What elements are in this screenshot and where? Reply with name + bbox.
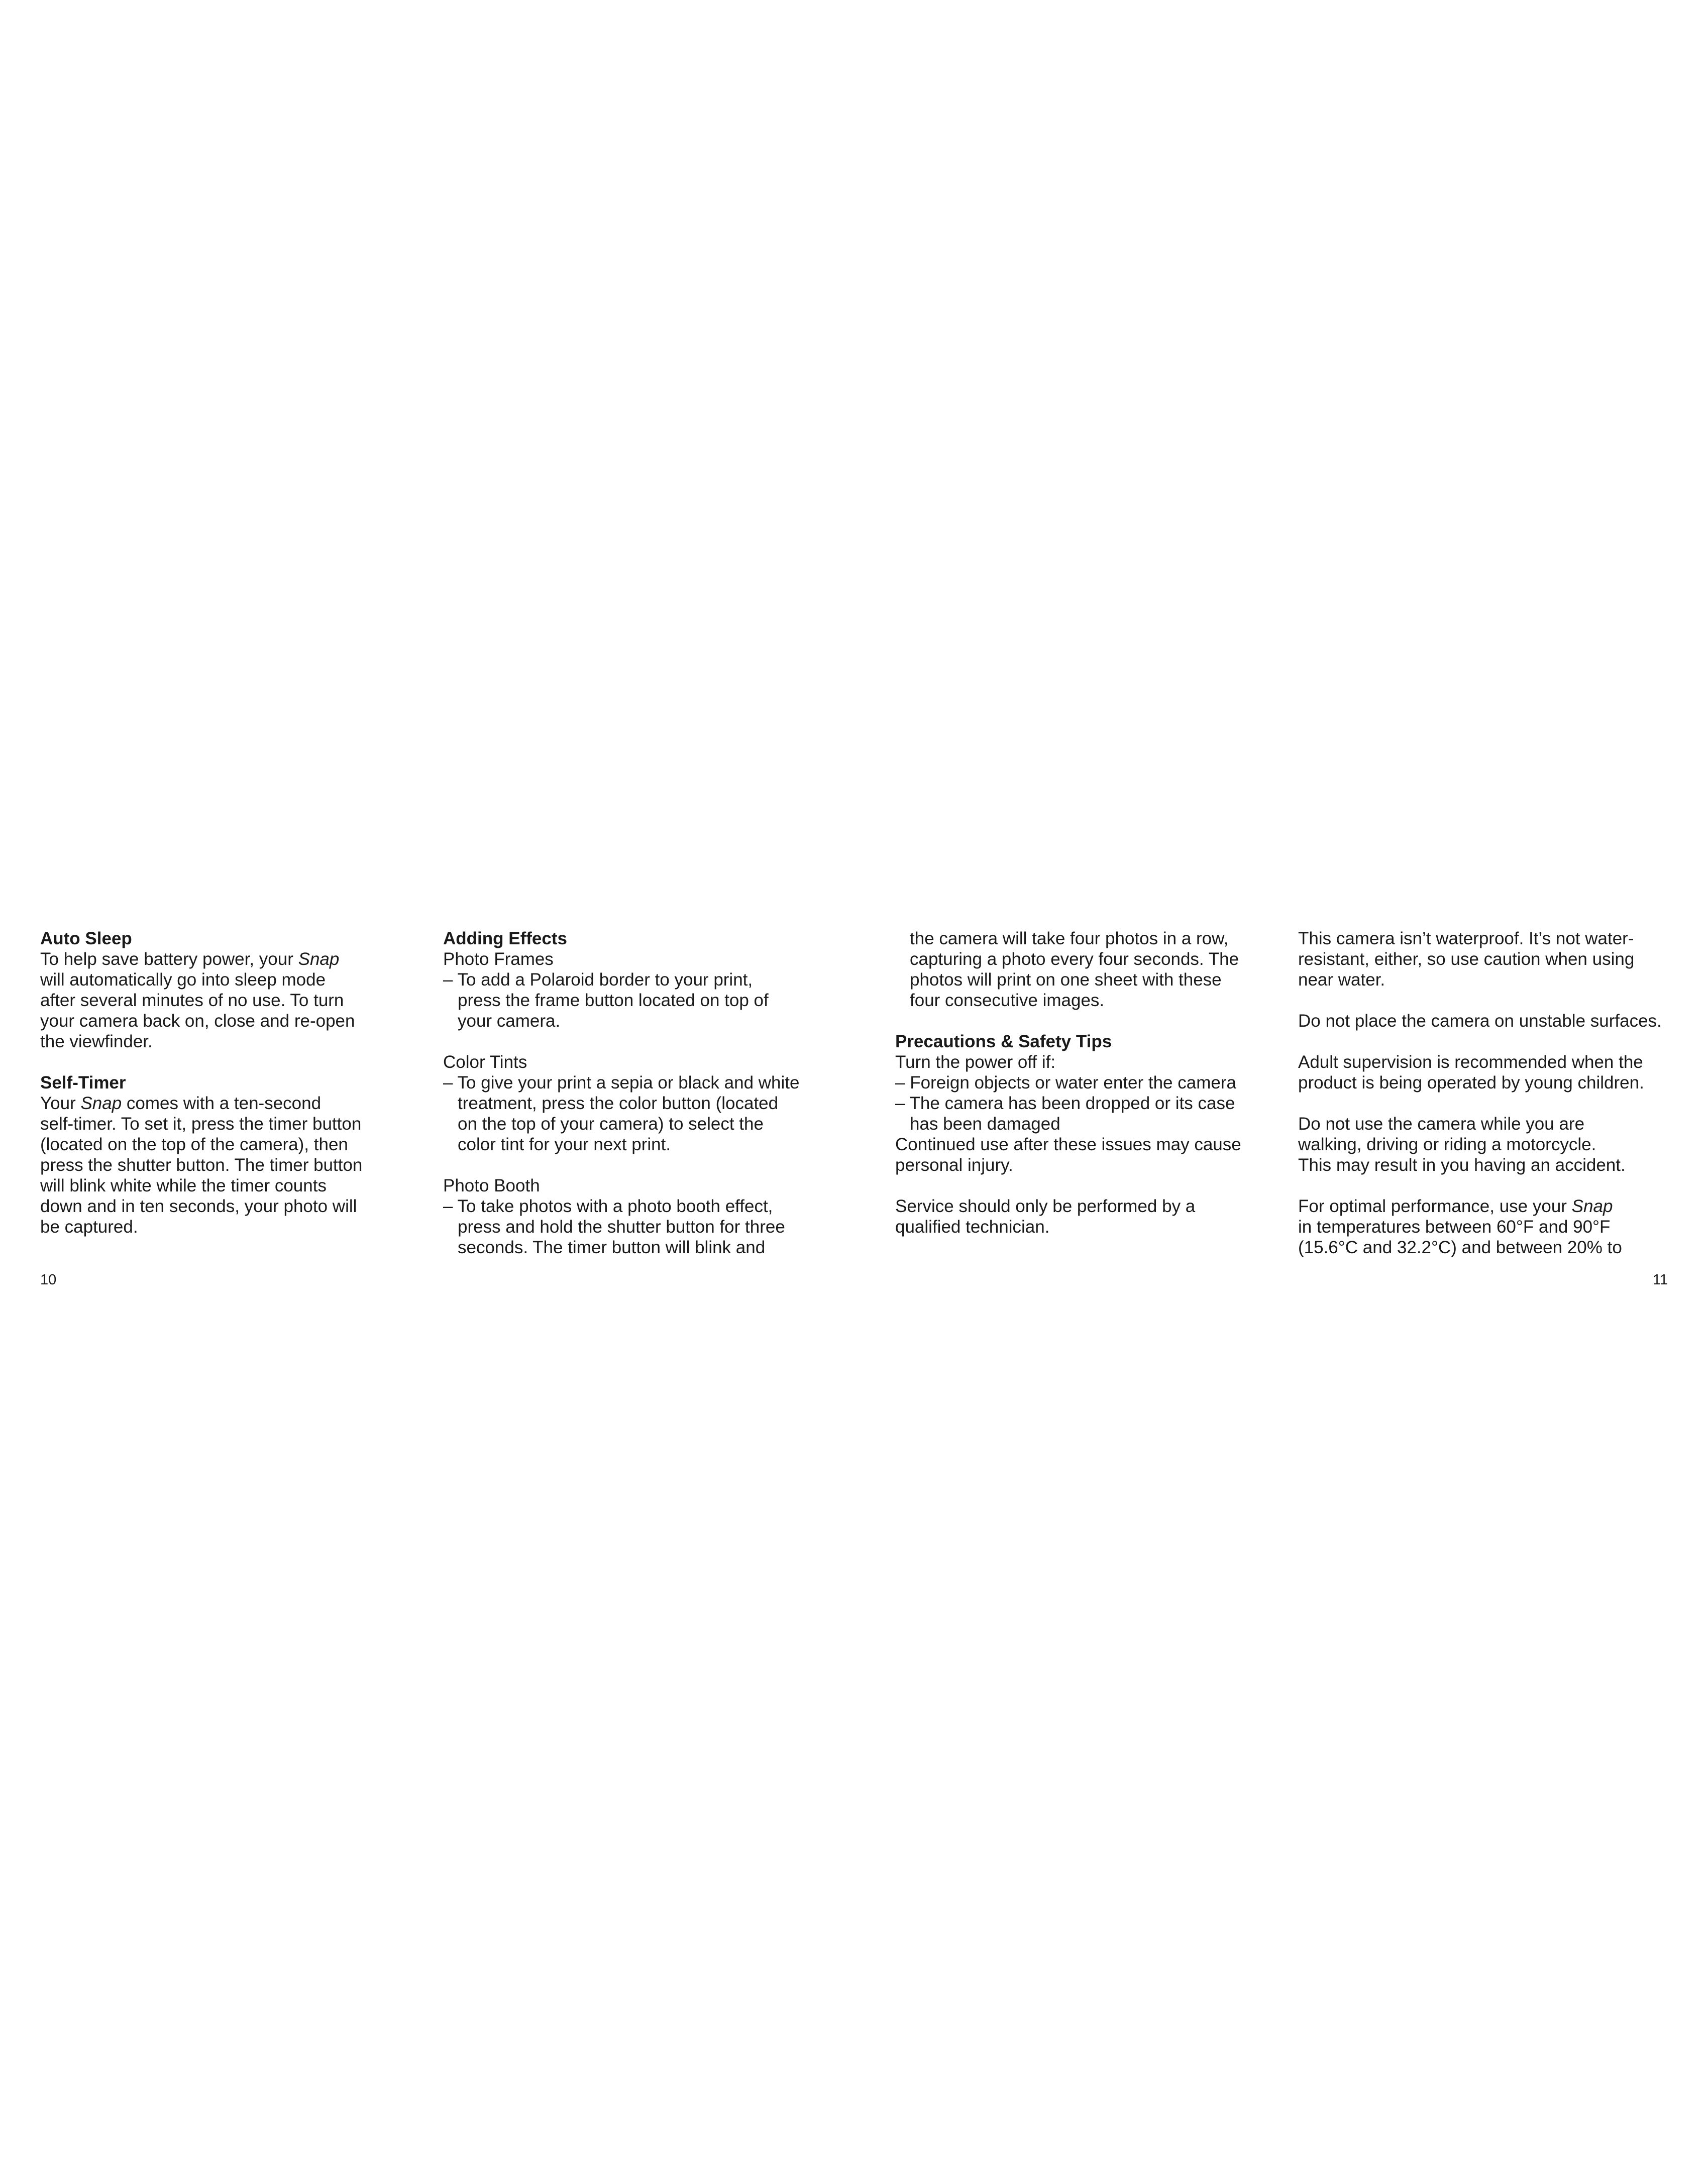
precautions-bullet: – Foreign objects or water enter the camera [895,1073,1236,1093]
column-safety-notes [1298,928,1680,1258]
product-name: Snap [80,1094,122,1113]
color-tints-text: on the top of your camera) to select the [458,1114,764,1134]
adding-effects-heading: Adding Effects [443,929,567,948]
precautions-bullet: – The camera has been dropped or its case [895,1094,1235,1113]
photo-booth-text: seconds. The timer button will blink and [458,1238,766,1257]
photo-booth-text: – To take photos with a photo booth effect, [443,1196,773,1216]
photo-frames-text: – To add a Polaroid border to your print, [443,970,753,990]
optimal-performance-text: For optimal performance, use your Snap [1298,1196,1613,1216]
auto-sleep-text: after several minutes of no use. To turn [40,991,344,1010]
photo-frames-title: Photo Frames [443,949,554,969]
precautions-heading: Precautions & Safety Tips [895,1032,1112,1051]
optimal-performance-text: in temperatures between 60°F and 90°F [1298,1217,1611,1237]
self-timer-text: Your Snap comes with a ten-second [40,1094,322,1113]
photo-booth-title: Photo Booth [443,1176,540,1195]
driving-warning-text: Do not use the camera while you are [1298,1114,1585,1134]
driving-warning-text: This may result in you having an accident. [1298,1155,1626,1175]
waterproof-text: resistant, either, so use caution when using [1298,949,1635,969]
driving-warning-text: walking, driving or riding a motorcycle. [1298,1135,1596,1154]
adult-supervision-text: Adult supervision is recommended when the [1298,1052,1643,1072]
photo-booth-continued: capturing a photo every four seconds. The [910,949,1239,969]
color-tints-text: treatment, press the color button (located [458,1094,779,1113]
photo-booth-continued: four consecutive images. [910,991,1105,1010]
self-timer-text: self-timer. To set it, press the timer button [40,1114,362,1134]
adult-supervision-text: product is being operated by young children. [1298,1073,1644,1093]
page-number-left: 10 [40,1272,57,1288]
color-tints-title: Color Tints [443,1052,527,1072]
precautions-text: Continued use after these issues may cause [895,1135,1241,1154]
unstable-surfaces-text: Do not place the camera on unstable surfaces. [1298,1011,1662,1031]
photo-booth-continued: photos will print on one sheet with these [910,970,1222,990]
service-text: qualified technician. [895,1217,1050,1237]
auto-sleep-text: will automatically go into sleep mode [40,970,326,990]
column-adding-effects [443,928,825,1258]
precautions-text: personal injury. [895,1155,1013,1175]
self-timer-text: be captured. [40,1217,138,1237]
column-auto-sleep-self-timer [40,928,402,1237]
self-timer-text: (located on the top of the camera), then [40,1135,348,1154]
auto-sleep-text: your camera back on, close and re-open [40,1011,355,1031]
page-number-right: 11 [1653,1272,1668,1288]
optimal-performance-text: (15.6°C and 32.2°C) and between 20% to [1298,1238,1622,1257]
photo-booth-continued: the camera will take four photos in a row, [910,929,1229,948]
precautions-text: Turn the power off if: [895,1052,1056,1072]
color-tints-text: color tint for your next print. [458,1135,671,1154]
auto-sleep-text: To help save battery power, your Snap [40,949,340,969]
waterproof-text: This camera isn’t waterproof. It’s not water- [1298,929,1634,948]
waterproof-text: near water. [1298,970,1385,990]
product-name: Snap [298,949,340,969]
photo-booth-text: press and hold the shutter button for three [458,1217,785,1237]
color-tints-text: – To give your print a sepia or black and white [443,1073,800,1093]
photo-frames-text: press the frame button located on top of [458,991,769,1010]
product-name: Snap [1571,1196,1613,1216]
self-timer-text: press the shutter button. The timer button [40,1155,363,1175]
service-text: Service should only be performed by a [895,1196,1196,1216]
auto-sleep-text: the viewfinder. [40,1032,153,1051]
self-timer-heading: Self-Timer [40,1073,126,1093]
photo-frames-text: your camera. [458,1011,561,1031]
self-timer-text: down and in ten seconds, your photo will [40,1196,357,1216]
precautions-bullet: has been damaged [910,1114,1060,1134]
column-precautions [895,928,1267,1237]
auto-sleep-heading: Auto Sleep [40,929,132,948]
self-timer-text: will blink white while the timer counts [40,1176,327,1195]
